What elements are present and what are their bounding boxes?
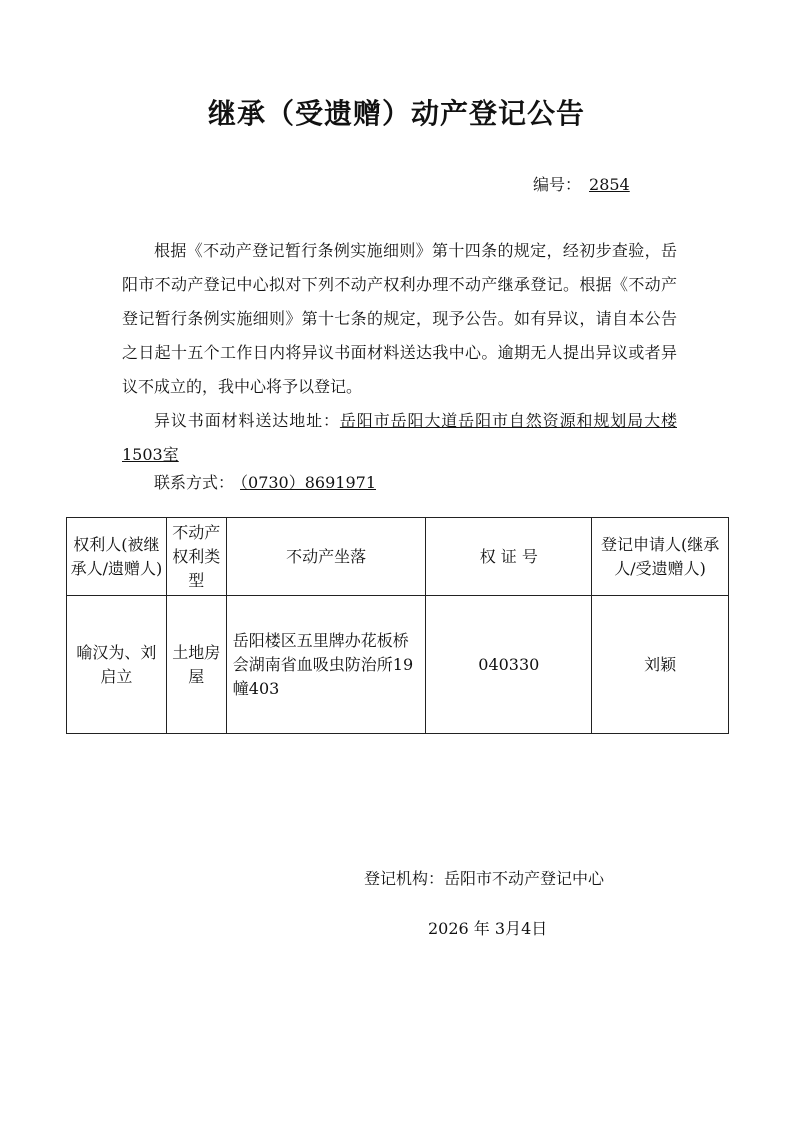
cell-applicant: 刘颖: [592, 596, 729, 734]
signature-line: [364, 866, 604, 889]
address-line: [122, 404, 677, 472]
serial-number-line: [533, 172, 630, 195]
table-row: [67, 596, 729, 734]
header-location: 不动产坐落: [226, 518, 426, 596]
header-owner: 权利人(被继承人/遗赠人): [67, 518, 167, 596]
header-right-type: 不动产权利类型: [166, 518, 226, 596]
address-value: 岳阳市岳阳大道岳阳市自然资源和规划局大楼1503室: [122, 411, 677, 464]
cell-certificate-no: 040330: [426, 596, 592, 734]
signature-label: 登记机构：: [364, 869, 445, 888]
cell-owner: 喻汉为、刘启立: [67, 596, 167, 734]
header-certificate-no: 权 证 号: [426, 518, 592, 596]
signature-value: 岳阳市不动产登记中心: [444, 869, 605, 888]
table-header-row: [67, 518, 729, 596]
contact-value: （0730）8691971: [240, 473, 376, 492]
contact-label: 联系方式：: [154, 473, 235, 492]
cell-right-type: 土地房屋: [166, 596, 226, 734]
announcement-paragraph: 根据《不动产登记暂行条例实施细则》第十四条的规定，经初步查验，岳阳市不动产登记中心拟对下列不动产权利办理不动产继承登记。根据《不动产登记暂行条例实施细则》第十七条的规定，现予公告。如有异议，请自本公告之日起十五个工作日内将异议书面材料送达我中心。逾期无人提出异议或者异议不成立的，我中心将予以登记。: [122, 241, 677, 396]
contact-line: [122, 470, 382, 493]
serial-label: 编号：: [533, 175, 582, 194]
serial-number: 2854: [589, 175, 630, 194]
announcement-body: [122, 234, 677, 472]
announcement-date: 2026 年 3月4日: [428, 919, 548, 938]
registration-table: [66, 517, 729, 734]
cell-location: 岳阳楼区五里牌办花板桥会湖南省血吸虫防治所19幢403: [226, 596, 426, 734]
address-label: 异议书面材料送达地址：: [154, 411, 340, 430]
page-title: 继承（受遗赠）动产登记公告: [207, 97, 585, 130]
header-applicant: 登记申请人(继承人/受遗赠人): [592, 518, 729, 596]
